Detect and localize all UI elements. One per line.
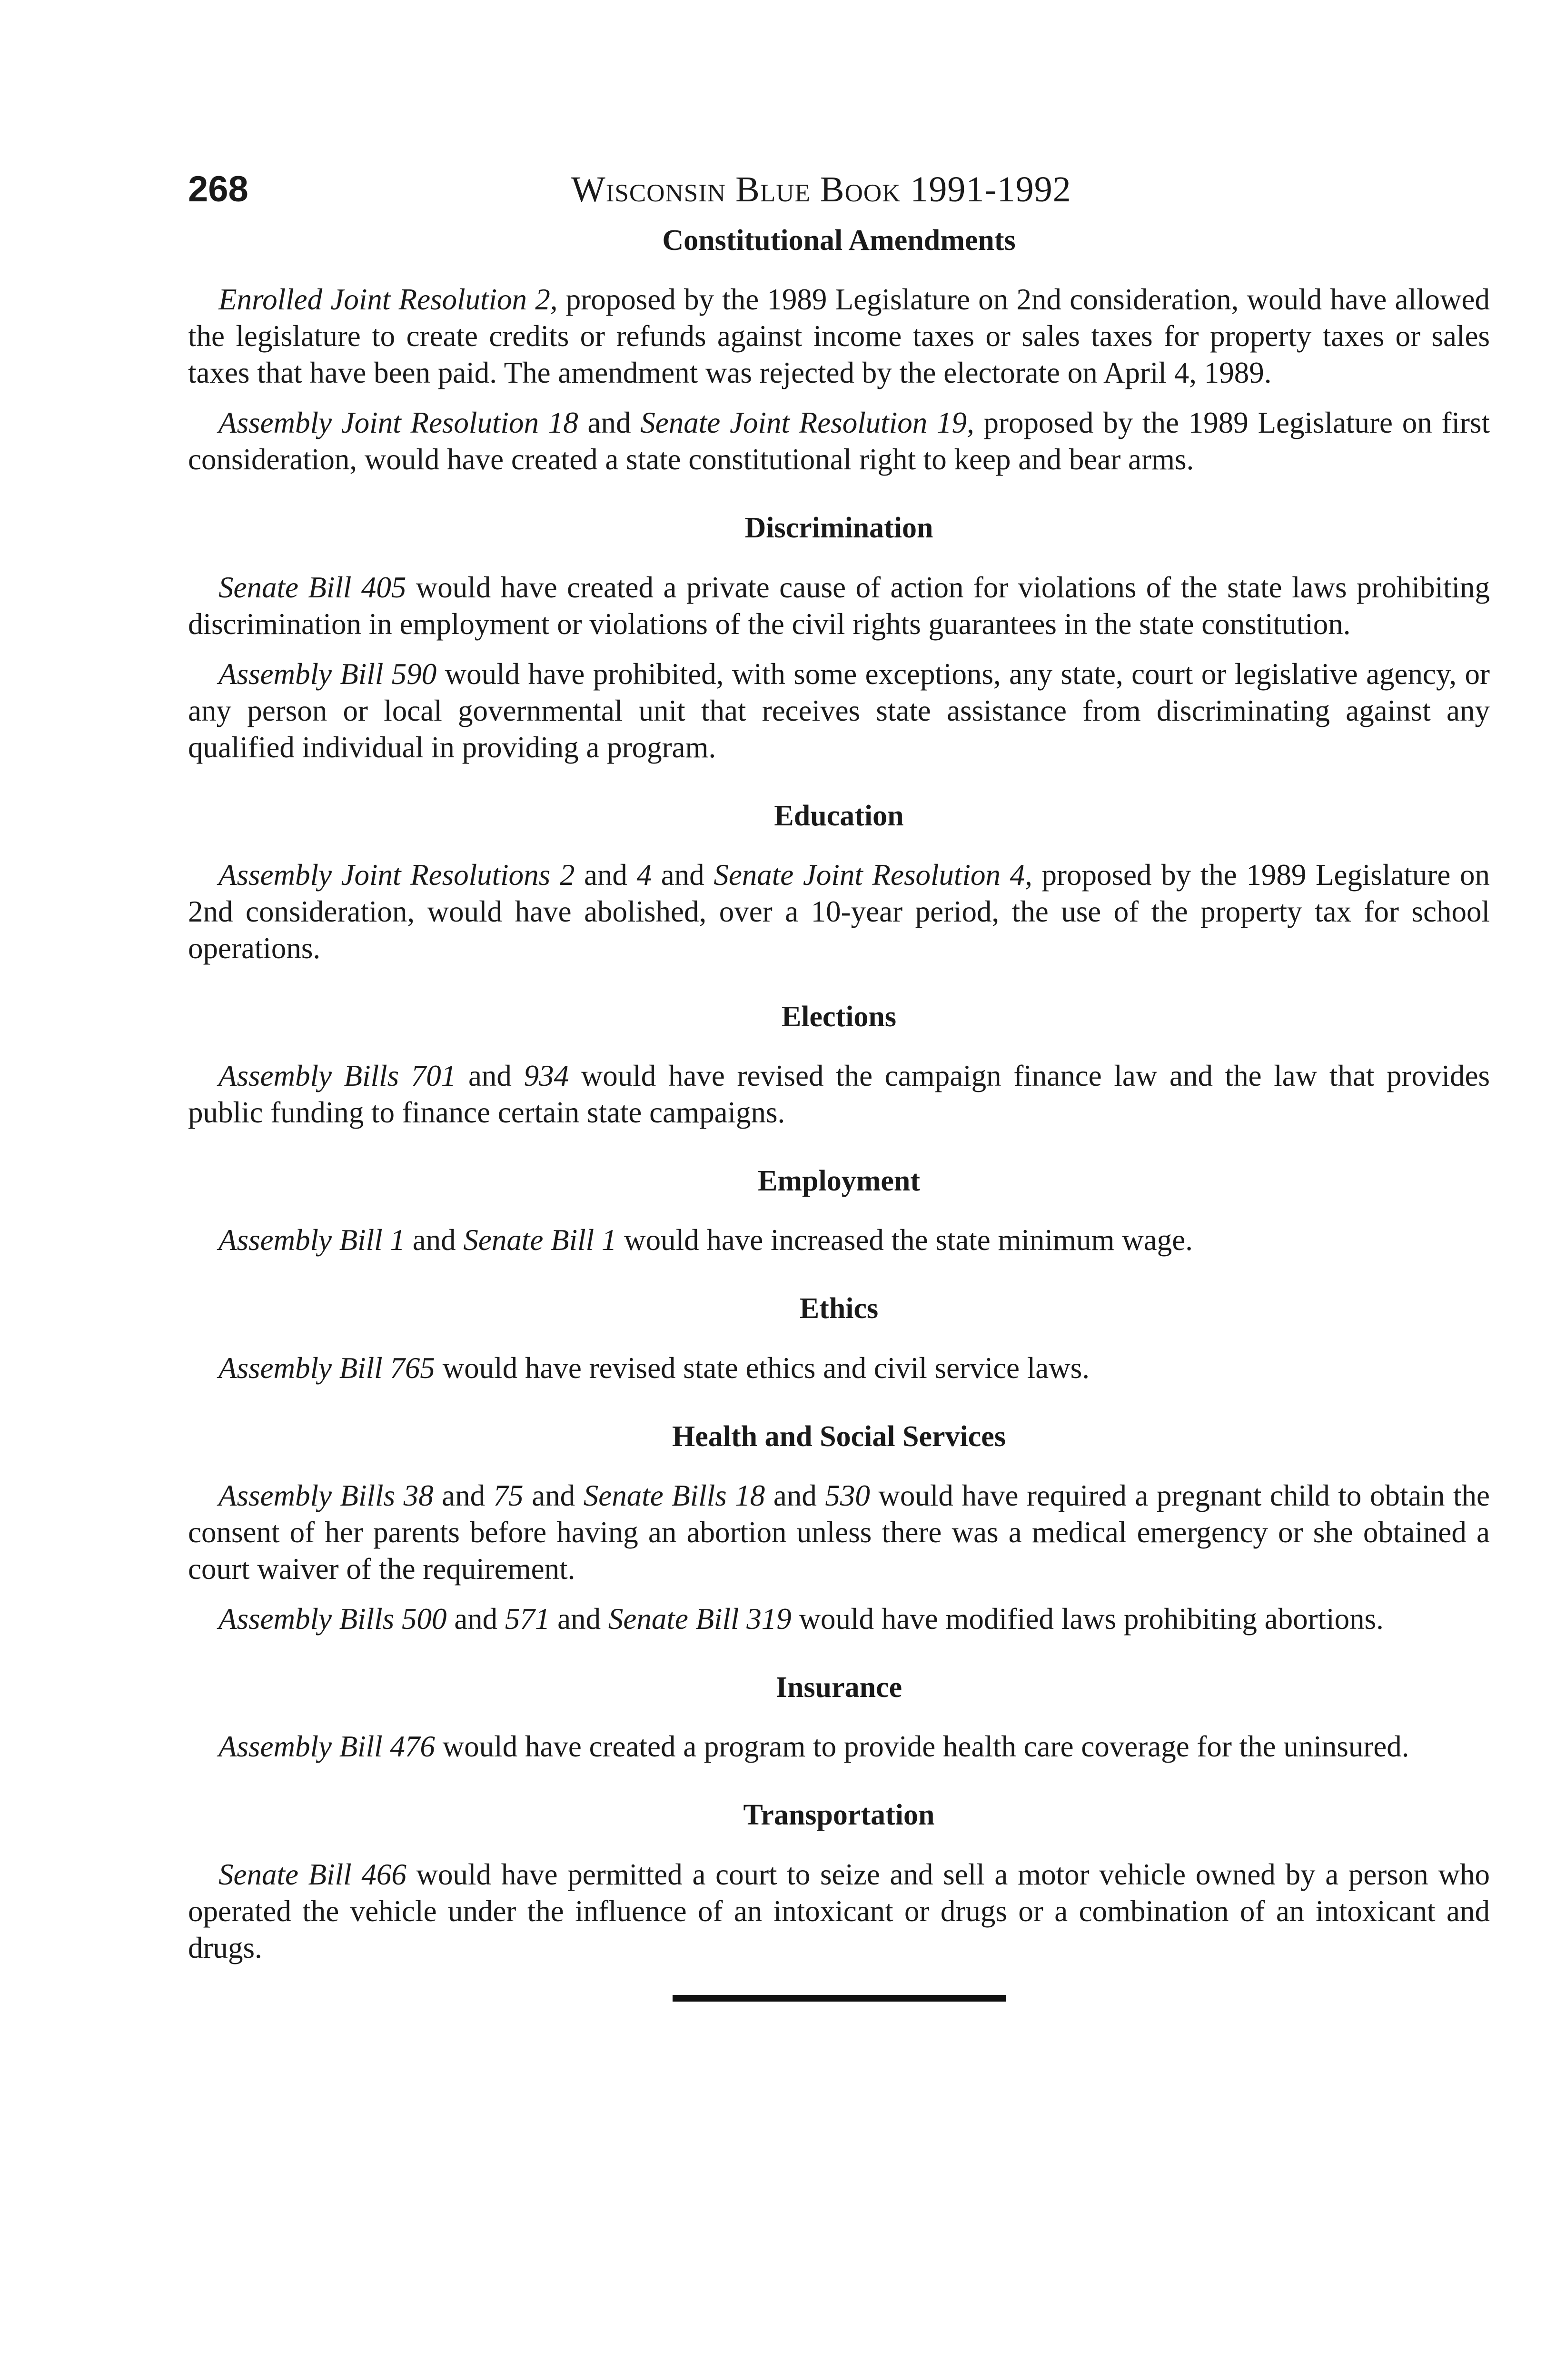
bill-reference: 75 <box>493 1479 524 1513</box>
paragraph <box>188 656 1490 766</box>
paragraph <box>188 1728 1490 1765</box>
section-heading: Insurance <box>775 1671 902 1704</box>
paragraph-text: and <box>405 1223 464 1257</box>
paragraph <box>188 1856 1490 1966</box>
book-page <box>188 171 1490 2002</box>
paragraph-text: proposed by the 1989 Legislature on 2nd consideration, would have abolished, over a 10-year period, the use of the property tax for school operations. <box>188 858 1490 965</box>
bill-reference: Assembly Joint Resolutions 2 <box>218 858 575 892</box>
section-education <box>188 779 1490 967</box>
bill-reference: Assembly Bills 38 <box>218 1479 434 1513</box>
paragraph-text: would have increased the state minimum wage. <box>616 1223 1193 1257</box>
paragraph-text: would have prohibited, with some exceptions, any state, court or legislative agency, or any person or local governmental unit that receives state assistance from discriminating against any qualified individual in providing a program. <box>188 657 1490 764</box>
paragraph-text: and <box>433 1479 494 1513</box>
section-discrimination <box>188 491 1490 765</box>
bill-reference: Enrolled Joint Resolution 2, <box>218 283 558 317</box>
paragraph <box>188 1601 1490 1637</box>
section-heading: Transportation <box>743 1799 935 1832</box>
running-head <box>188 171 1490 224</box>
book-title: Wisconsin Blue Book 1991-1992 <box>571 169 1071 209</box>
section-transportation <box>188 1778 1490 1966</box>
bill-reference: Senate Bills 18 <box>583 1479 765 1513</box>
section-heading: Constitutional Amendments <box>662 224 1016 257</box>
sections-container <box>188 224 1490 1966</box>
section-heading: Discrimination <box>744 512 933 545</box>
section-heading: Ethics <box>799 1292 879 1325</box>
paragraph <box>188 405 1490 478</box>
paragraph-text: would have revised the campaign finance law and the law that provides public funding to finance certain state campaigns. <box>188 1059 1490 1130</box>
bill-reference: Senate Bill 1 <box>463 1223 617 1257</box>
bill-reference: Assembly Bill 765 <box>218 1351 435 1385</box>
section-heading: Education <box>774 799 904 832</box>
paragraph-text: would have required a pregnant child to obtain the consent of her parents before having an abortion unless there was a medical emergency or she obtained a court waiver of the requirement. <box>188 1479 1490 1586</box>
paragraph-text: and <box>446 1602 505 1636</box>
paragraph-text: and <box>550 1602 608 1636</box>
section-employment <box>188 1144 1490 1259</box>
bill-reference: 530 <box>825 1479 870 1513</box>
bill-reference: 571 <box>505 1602 550 1636</box>
bill-reference: Assembly Bill 590 <box>218 657 437 691</box>
paragraph-text: would have created a private cause of action for violations of the state laws prohibiting discrimination in employment or violations of the civil rights guarantees in the state constitution. <box>188 570 1490 641</box>
paragraph <box>188 1350 1490 1387</box>
bill-reference: Assembly Bill 476 <box>218 1730 435 1764</box>
bill-reference: 934 <box>524 1059 569 1093</box>
section-heading: Employment <box>758 1165 920 1198</box>
bill-reference: 4 <box>636 858 652 892</box>
paragraph <box>188 1058 1490 1131</box>
paragraph-text: and <box>456 1059 524 1093</box>
paragraph-text: proposed by the 1989 Legislature on first consideration, would have created a state constitutional right to keep and bear arms. <box>188 406 1490 476</box>
paragraph <box>188 569 1490 643</box>
section-heading: Health and Social Services <box>672 1420 1006 1453</box>
section-constitutional-amendments <box>188 224 1490 478</box>
bill-reference: Assembly Joint Resolution 18 <box>218 406 578 440</box>
bill-reference: Assembly Bills 500 <box>218 1602 447 1636</box>
paragraph <box>188 281 1490 391</box>
section-health-and-social-services <box>188 1400 1490 1637</box>
bill-reference: Senate Joint Resolution 4, <box>714 858 1032 892</box>
bill-reference: Assembly Bill 1 <box>218 1223 405 1257</box>
paragraph-text: and <box>575 858 637 892</box>
paragraph-text: and <box>652 858 714 892</box>
paragraph-text: would have modified laws prohibiting abortions. <box>791 1602 1384 1636</box>
paragraph-text: and <box>765 1479 825 1513</box>
bill-reference: Senate Bill 466 <box>218 1857 406 1891</box>
end-rule <box>673 1995 1006 2002</box>
bill-reference: Assembly Bills 701 <box>218 1059 456 1093</box>
paragraph-text: proposed by the 1989 Legislature on 2nd consideration, would have allowed the legislature to create credits or refunds against income taxes or sales taxes for property taxes or sales taxes that have been paid. The amendment was rejected by the electorate on April 4, 1989. <box>188 283 1490 390</box>
section-ethics <box>188 1272 1490 1386</box>
paragraph-text: would have revised state ethics and civil service laws. <box>435 1351 1090 1385</box>
bill-reference: Senate Bill 405 <box>218 570 406 604</box>
bill-reference: Senate Joint Resolution 19, <box>640 406 974 440</box>
bill-reference: Senate Bill 319 <box>608 1602 792 1636</box>
paragraph-text: would have permitted a court to seize and sell a motor vehicle owned by a person who operated the vehicle under the influence of an intoxicant or drugs or a combination of an intoxicant and drugs. <box>188 1857 1490 1964</box>
section-heading: Elections <box>781 1000 897 1033</box>
paragraph <box>188 1478 1490 1587</box>
paragraph <box>188 857 1490 967</box>
section-insurance <box>188 1651 1490 1765</box>
paragraph-text: and <box>578 406 641 440</box>
paragraph-text: and <box>523 1479 584 1513</box>
page-number: 268 <box>188 169 248 209</box>
paragraph <box>188 1222 1490 1259</box>
section-elections <box>188 980 1490 1131</box>
paragraph-text: would have created a program to provide health care coverage for the uninsured. <box>435 1730 1409 1764</box>
